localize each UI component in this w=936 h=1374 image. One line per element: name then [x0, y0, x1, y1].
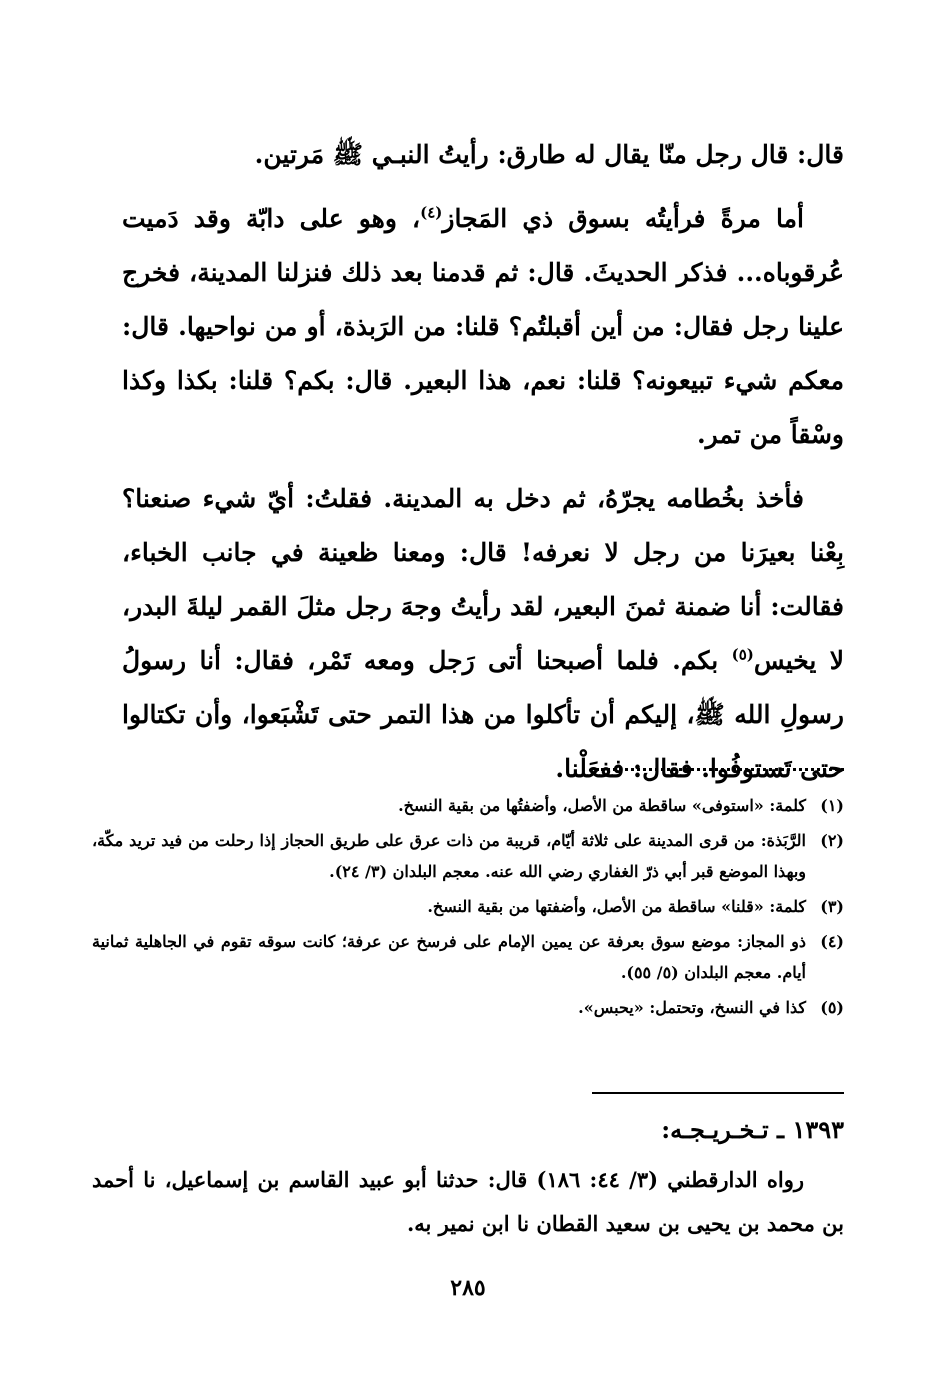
page-number: ٢٨٥ [450, 1275, 486, 1301]
paragraph-3-rest: بكم. فلما أصبحنا أتى رَجل ومعه تَمْر، فقال: أنا رسولُ رسولِ الله ﷺ، إليكم أن تأكلوا من هذا التمر حتى تَشْبَعوا، وأن تكتالوا حتى تَستوفُوا. فقال: ففعَلْنا. [122, 646, 844, 783]
takhrij-heading: ١٣٩٣ ـ تـخـريـجـه: [661, 1115, 844, 1144]
footnote [92, 790, 844, 821]
footnotes [92, 790, 844, 1027]
paragraph-3 [122, 472, 844, 796]
footnote-text: كلمة: «قلنا» ساقطة من الأصل، وأضفتها من بقية النسخ. [427, 897, 806, 916]
main-text [122, 128, 844, 796]
takhrij-body [92, 1158, 844, 1246]
footnote-number: (٣) [820, 897, 844, 916]
footnote [92, 891, 844, 922]
footnote-number: (٤) [820, 932, 844, 951]
footnote-text: كذا في النسخ، وتحتمل: «يحبس». [578, 998, 806, 1017]
section-rule [592, 1092, 844, 1094]
footnote-separator [596, 768, 844, 771]
footnote-number: (٢) [820, 831, 844, 850]
footnote [92, 825, 844, 887]
footnote-text: ذو المجاز: موضع سوق بعرفة عن يمين الإمام على فرسخ عن عرفة؛ كانت سوقه تقوم في الجاهلية ثمانية أيام. معجم البلدان (٥/ ٥٥). [92, 932, 806, 982]
paragraph-2-start: أما مرةً فرأيتُه بسوق ذي المَجاز [442, 204, 804, 233]
paragraph-1: قال: قال رجل منّا يقال له طارق: رأيتُ النبـي ﷺ مَرتين. [254, 140, 844, 169]
footnote-text: الرَّبَذة: من قرى المدينة على ثلاثة أيّام، قريبة من ذات عرق على طريق الحجاز إذا رحلت من فيد تريد مكّة، وبهذا الموضع قبر أبي ذرّ الغفاري رضي الله عنه. معجم البلدان (٣/ ٢٤). [92, 831, 806, 881]
takhrij-text: رواه الدارقطني (٣/ ٤٤: ١٨٦) قال: حدثنا أبو عبيد القاسم بن إسماعيل، نا أحمد بن محمد بن يحيى بن سعيد القطان نا ابن نمير به. [92, 1167, 844, 1236]
footnote-number: (٥) [820, 998, 844, 1017]
paragraph-2 [122, 192, 844, 462]
footnote [92, 926, 844, 988]
paragraph-2-rest: ، وهو على دابّة وقد دَميت عُرقوباه... فذكر الحديثَ. قال: ثم قدمنا بعد ذلك فنزلنا المدينة، فخرج علينا رجل فقال: من أين أقبلتُم؟ قلنا: من الرَبذة، أو من نواحيها. قال: معكم شيء تبيعونه؟ قلنا: نعم، هذا البعير. قال: بكم؟ قلنا: بكذا وكذا وسْقاً من تمر. [122, 204, 844, 449]
footnote-ref-5: (٥) [731, 645, 754, 664]
footnote-text: كلمة: «استوفى» ساقطة من الأصل، وأضفتُها من بقية النسخ. [398, 796, 806, 815]
footnote [92, 992, 844, 1023]
footnote-number: (١) [820, 796, 844, 815]
footnote-ref-4: (٤) [420, 203, 443, 222]
paragraph-3-start: فأخذ بخُطامه يجرّهُ، ثم دخل به المدينة. فقلتُ: أيّ شيء صنعنا؟ بِعْنا بعيرَنا من رجل لا نعرفه! قال: ومعنا ظعينة في جانب الخباء، فقالت: أنا ضمنة ثمنَ البعير، لقد رأيتُ وجهَ رجل مثلَ القمر ليلةَ البدر، لا يخيس [122, 484, 844, 675]
